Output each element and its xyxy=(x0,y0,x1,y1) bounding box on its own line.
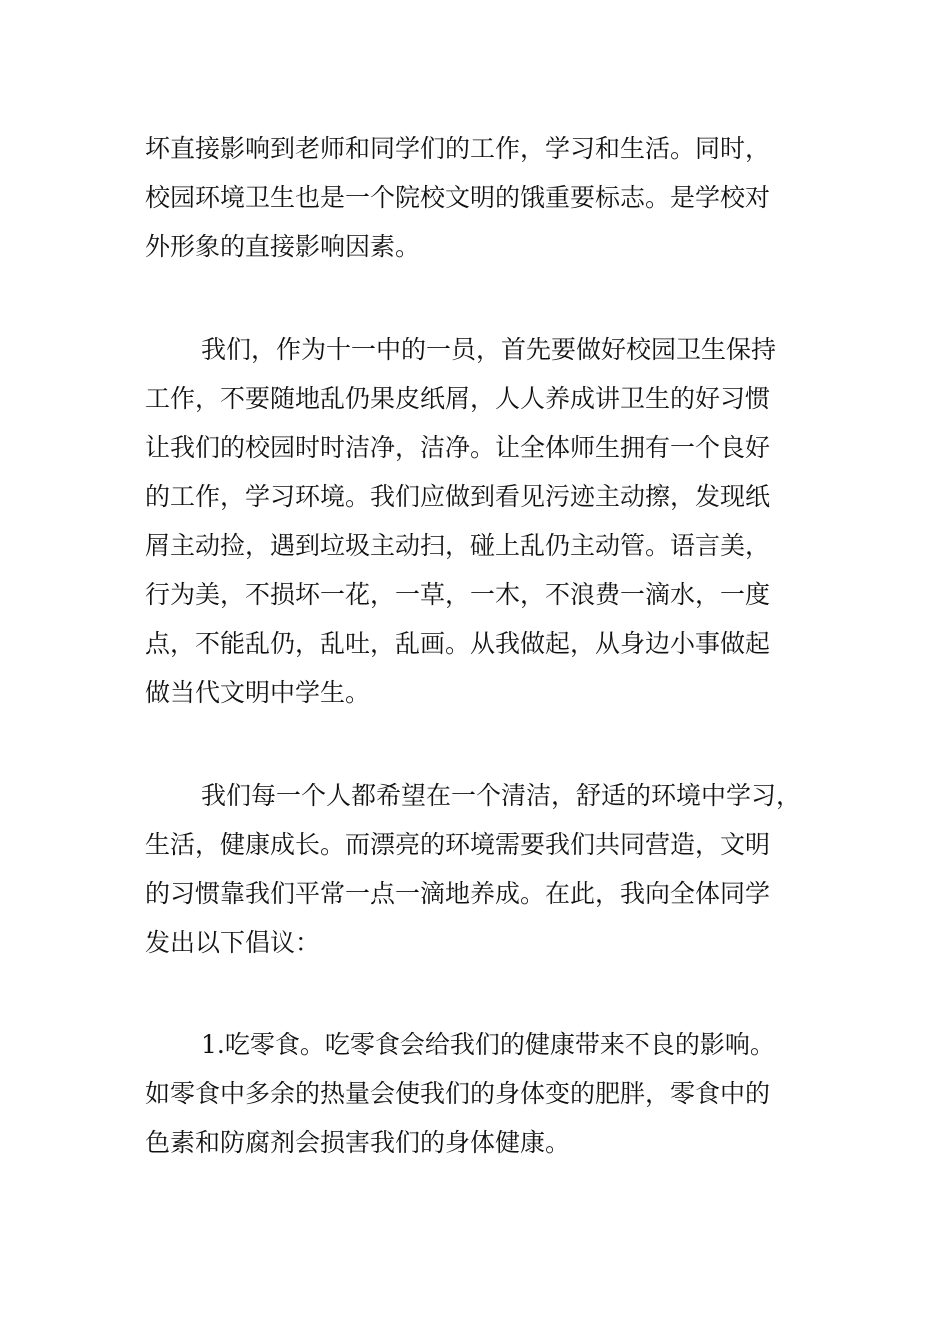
paragraph-line: 如零食中多余的热量会使我们的身体变的肥胖，零食中的 xyxy=(145,1079,771,1108)
paragraph-line: 屑主动捡，遇到垃圾主动扫，碰上乱仍主动管。语言美， xyxy=(145,531,771,560)
paragraph-line: 色素和防腐剂会损害我们的身体健康。 xyxy=(145,1128,571,1157)
paragraph-line: 1.吃零食。吃零食会给我们的健康带来不良的影响。 xyxy=(201,1030,775,1059)
paragraph-line: 点，不能乱仍，乱吐，乱画。从我做起，从身边小事做起 xyxy=(145,629,771,658)
paragraph-line: 发出以下倡议： xyxy=(145,928,321,957)
paragraph-line: 校园环境卫生也是一个院校文明的饿重要标志。是学校对 xyxy=(145,183,771,212)
paragraph-line: 做当代文明中学生。 xyxy=(145,678,371,707)
paragraph-line: 我们每一个人都希望在一个清洁，舒适的环境中学习， xyxy=(201,781,802,810)
paragraph-line: 行为美，不损坏一花，一草，一木，不浪费一滴水，一度 xyxy=(145,580,771,609)
paragraph-line: 外形象的直接影响因素。 xyxy=(145,232,421,261)
paragraph-line: 的习惯靠我们平常一点一滴地养成。在此，我向全体同学 xyxy=(145,879,771,908)
paragraph-line: 让我们的校园时时洁净，洁净。让全体师生拥有一个良好 xyxy=(145,433,771,462)
paragraph-line: 我们，作为十一中的一员，首先要做好校园卫生保持 xyxy=(201,335,777,364)
paragraph-line: 坏直接影响到老师和同学们的工作，学习和生活。同时， xyxy=(145,134,771,163)
paragraph-line: 工作，不要随地乱仍果皮纸屑，人人养成讲卫生的好习惯 xyxy=(145,384,771,413)
paragraph-line: 的工作，学习环境。我们应做到看见污迹主动擦，发现纸 xyxy=(145,482,771,511)
paragraph-line: 生活，健康成长。而漂亮的环境需要我们共同营造，文明 xyxy=(145,830,771,859)
